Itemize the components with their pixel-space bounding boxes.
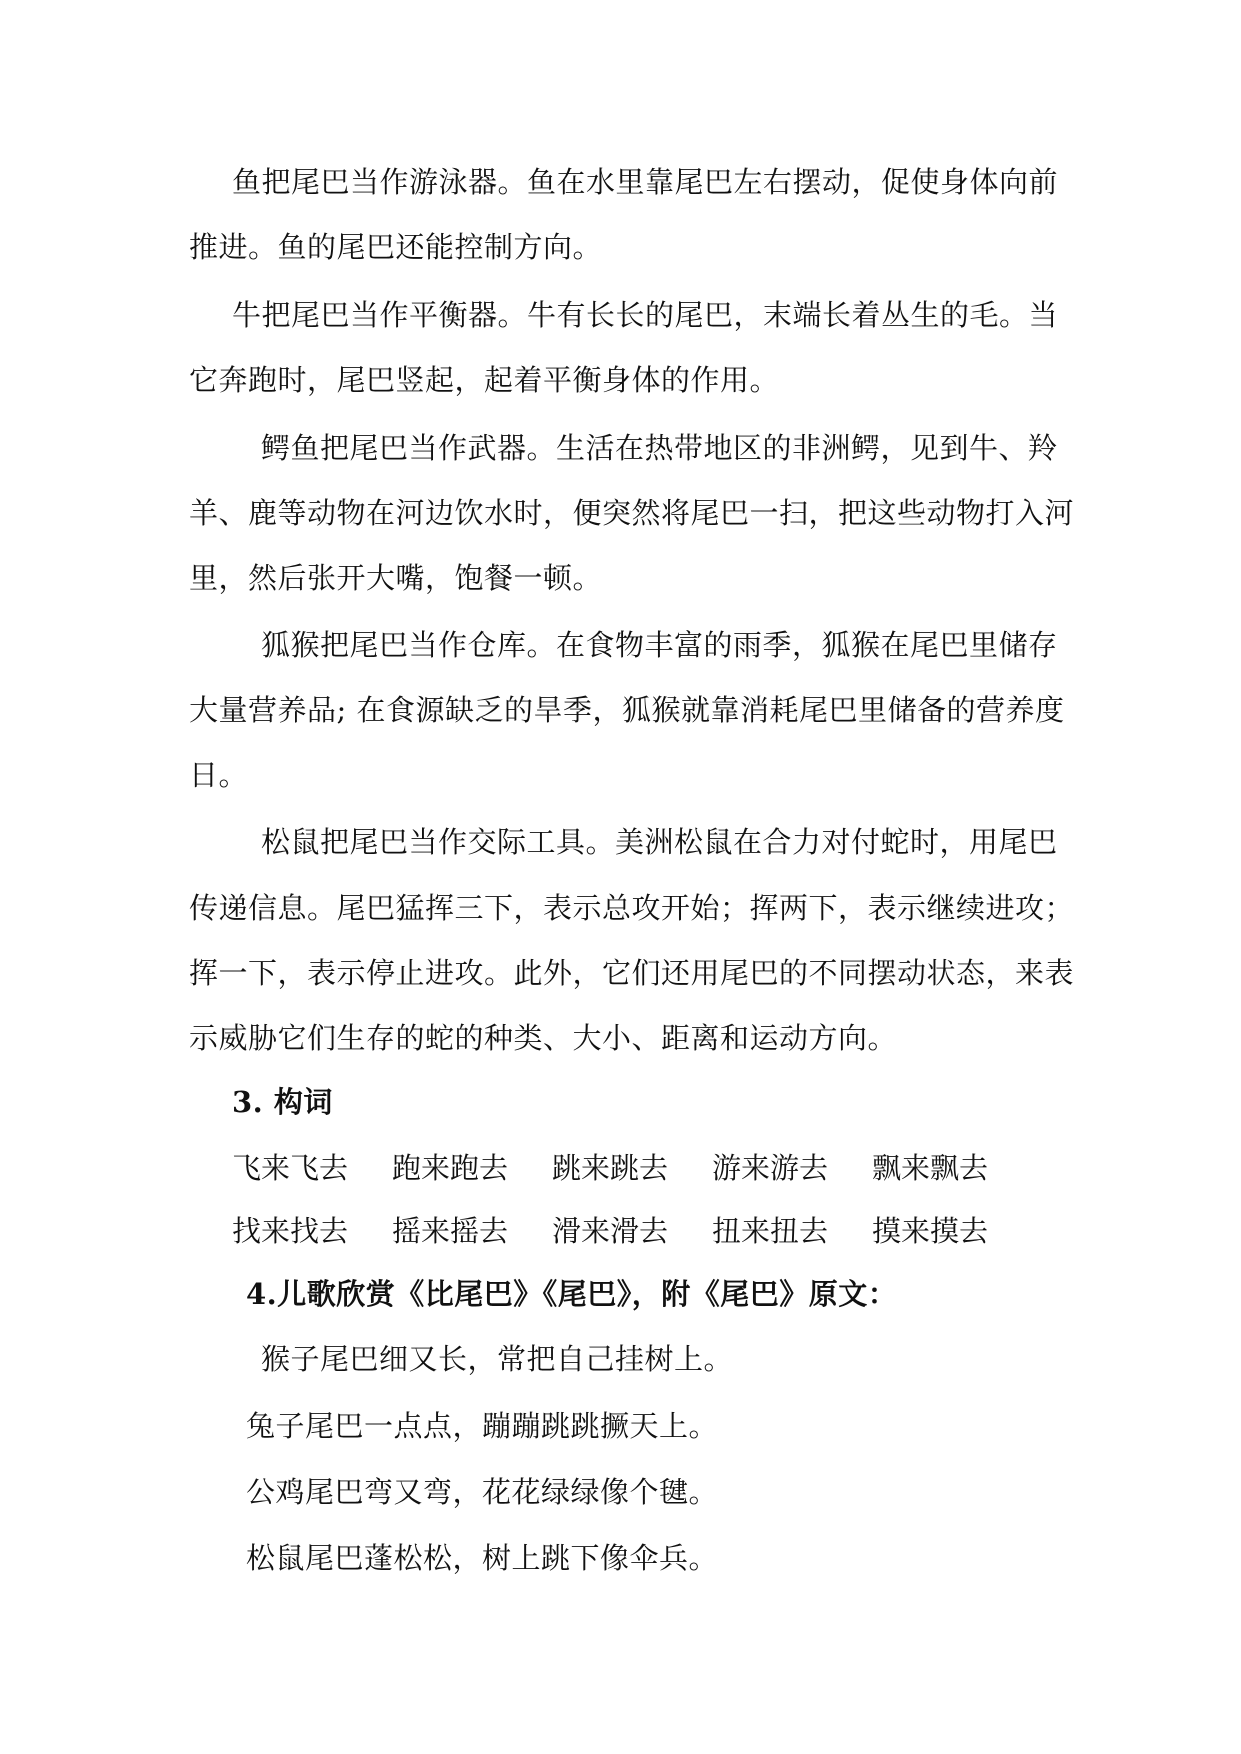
paragraph-lemur-line-3: 日。 xyxy=(189,758,249,792)
paragraph-fish-line-2: 推进。鱼的尾巴还能控制方向。 xyxy=(189,230,603,264)
paragraph-squirrel-line-3: 挥一下，表示停止进攻。此外，它们还用尾巴的不同摆动状态，来表 xyxy=(189,956,1075,990)
word-item: 跑来跑去 xyxy=(392,1151,509,1185)
paragraph-crocodile-line-1: 鳄鱼把尾巴当作武器。生活在热带地区的非洲鳄，见到牛、羚 xyxy=(261,431,1058,465)
word-item: 飞来飞去 xyxy=(232,1151,349,1185)
word-item: 摸来摸去 xyxy=(872,1214,989,1248)
paragraph-lemur-line-1: 狐猴把尾巴当作仓库。在食物丰富的雨季，狐猴在尾巴里储存 xyxy=(261,628,1058,662)
paragraph-squirrel-line-4: 示威胁它们生存的蛇的种类、大小、距离和运动方向。 xyxy=(189,1021,898,1055)
paragraph-crocodile-line-2: 羊、鹿等动物在河边饮水时，便突然将尾巴一扫，把这些动物打入河 xyxy=(189,496,1075,530)
poem-line-4: 松鼠尾巴蓬松松，树上跳下像伞兵。 xyxy=(246,1541,719,1575)
section-4-heading: 4.儿歌欣赏《比尾巴》《尾巴》，附《尾巴》原文： xyxy=(246,1277,898,1311)
paragraph-squirrel-line-2: 传递信息。尾巴猛挥三下，表示总攻开始；挥两下，表示继续进攻； xyxy=(189,891,1075,925)
paragraph-cow-line-1: 牛把尾巴当作平衡器。牛有长长的尾巴，末端长着丛生的毛。当 xyxy=(232,298,1059,332)
paragraph-lemur-line-2: 大量营养品; 在食源缺乏的旱季，狐猴就靠消耗尾巴里储备的营养度 xyxy=(189,693,1065,727)
word-item: 滑来滑去 xyxy=(552,1214,669,1248)
word-item: 摇来摇去 xyxy=(392,1214,509,1248)
word-item: 跳来跳去 xyxy=(552,1151,669,1185)
word-item: 扭来扭去 xyxy=(712,1214,829,1248)
poem-line-1: 猴子尾巴细又长，常把自己挂树上。 xyxy=(261,1342,734,1376)
paragraph-crocodile-line-3: 里，然后张开大嘴，饱餐一顿。 xyxy=(189,561,603,595)
poem-line-3: 公鸡尾巴弯又弯，花花绿绿像个毽。 xyxy=(246,1475,719,1509)
paragraph-cow-line-2: 它奔跑时，尾巴竖起，起着平衡身体的作用。 xyxy=(189,363,780,397)
section-3-heading: 3. 构词 xyxy=(232,1085,333,1119)
word-item: 飘来飘去 xyxy=(872,1151,989,1185)
paragraph-squirrel-line-1: 松鼠把尾巴当作交际工具。美洲松鼠在合力对付蛇时，用尾巴 xyxy=(261,825,1058,859)
poem-line-2: 兔子尾巴一点点，蹦蹦跳跳撅天上。 xyxy=(246,1409,719,1443)
word-item: 找来找去 xyxy=(232,1214,349,1248)
word-item: 游来游去 xyxy=(712,1151,829,1185)
paragraph-fish-line-1: 鱼把尾巴当作游泳器。鱼在水里靠尾巴左右摆动，促使身体向前 xyxy=(232,165,1059,199)
